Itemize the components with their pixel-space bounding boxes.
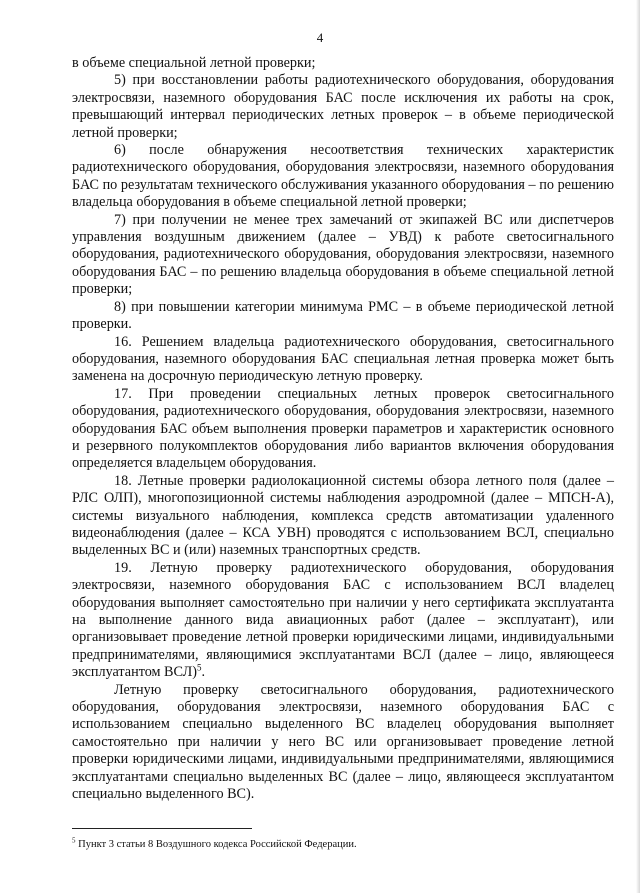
paragraph-1: в объеме специальной летной проверки; — [72, 55, 316, 71]
footnote-marker: 5 — [72, 836, 76, 845]
paragraph-6: 16. Решением владельца радиотехнического оборудования, светосигнального оборудования, наземного оборудования БАС специальная летная проверка может быть заменена на досрочную периодическую летную проверку. — [72, 333, 614, 385]
footnote-reference: 5 — [196, 662, 202, 673]
paragraph-3: 6) после обнаружения несоответствия технических характеристик радиотехнического оборудования, оборудования электросвязи, наземного оборудования БАС по результатам технического обслуживания указанного оборудования – по решению владельца оборудования в объеме специальной летной проверки; — [72, 142, 614, 211]
document-body — [72, 55, 614, 803]
paragraph-7: 17. При проведении специальных летных проверок светосигнального оборудования, радиотехнического оборудования, оборудования электросвязи, наземного оборудования БАС объем выполнения проверки параметров и характеристик основного и резервного полукомплектов оборудования либо вариантов включения оборудования определяется владельцем оборудования. — [72, 385, 614, 472]
footnote-text: Пункт 3 статьи 8 Воздушного кодекса Российской Федерации. — [75, 839, 357, 850]
scan-edge-shadow — [636, 0, 640, 893]
paragraph-10: Летную проверку светосигнального оборудования, радиотехнического оборудования, оборудования электросвязи, наземного оборудования БАС с использованием специально выделенного ВС владелец оборудования выполняет самостоятельно при наличии у него ВС или организовывает проведение летной проверки юридическими лицами, индивидуальными предпринимателями, являющимися эксплуатантами специально выделенных ВС (далее – лицо, являющееся эксплуатантом специально выделенного ВС). — [72, 681, 614, 803]
paragraph-4: 7) при получении не менее трех замечаний от экипажей ВС или диспетчеров управления воздушным движением (далее – УВД) к работе светосигнального оборудования, радиотехнического оборудования, оборудования электросвязи, наземного оборудования БАС – по решению владельца оборудования в объеме специальной летной проверки; — [72, 211, 614, 298]
paragraph-2: 5) при восстановлении работы радиотехнического оборудования, оборудования электросвязи, наземного оборудования БАС после исключения их работы на срок, превышающий интервал периодических летных проверок – в объеме периодической летной проверки; — [72, 72, 614, 141]
paragraph-8: 18. Летные проверки радиолокационной системы обзора летного поля (далее – РЛС ОЛП), многопозиционной системы наблюдения аэродромной (далее – МПСН-А), системы визуального наблюдения, комплекса средств автоматизации удаленного видеонаблюдения (далее – КСА УВН) проводятся с использованием ВСЛ, специально выделенных ВС и (или) наземных транспортных средств. — [72, 472, 614, 559]
paragraph-9: 19. Летную проверку радиотехнического оборудования, оборудования электросвязи, наземного оборудования БАС с использованием ВСЛ владелец оборудования выполняет самостоятельно при наличии у него сертификата эксплуатанта на выполнение данного вида авиационных работ (далее – эксплуатант), или организовывает проведение летной проверки юридическими лицами, индивидуальными предпринимателями, являющимися эксплуатантами ВСЛ (далее – лицо, являющееся эксплуатантом ВСЛ)$^5$. — [72, 559, 614, 681]
page-number: 4 — [316, 30, 324, 45]
paragraph-5: 8) при повышении категории минимума РМС – в объеме периодической летной проверки. — [72, 298, 614, 333]
footnote — [72, 838, 614, 851]
footnote-divider — [72, 828, 252, 829]
